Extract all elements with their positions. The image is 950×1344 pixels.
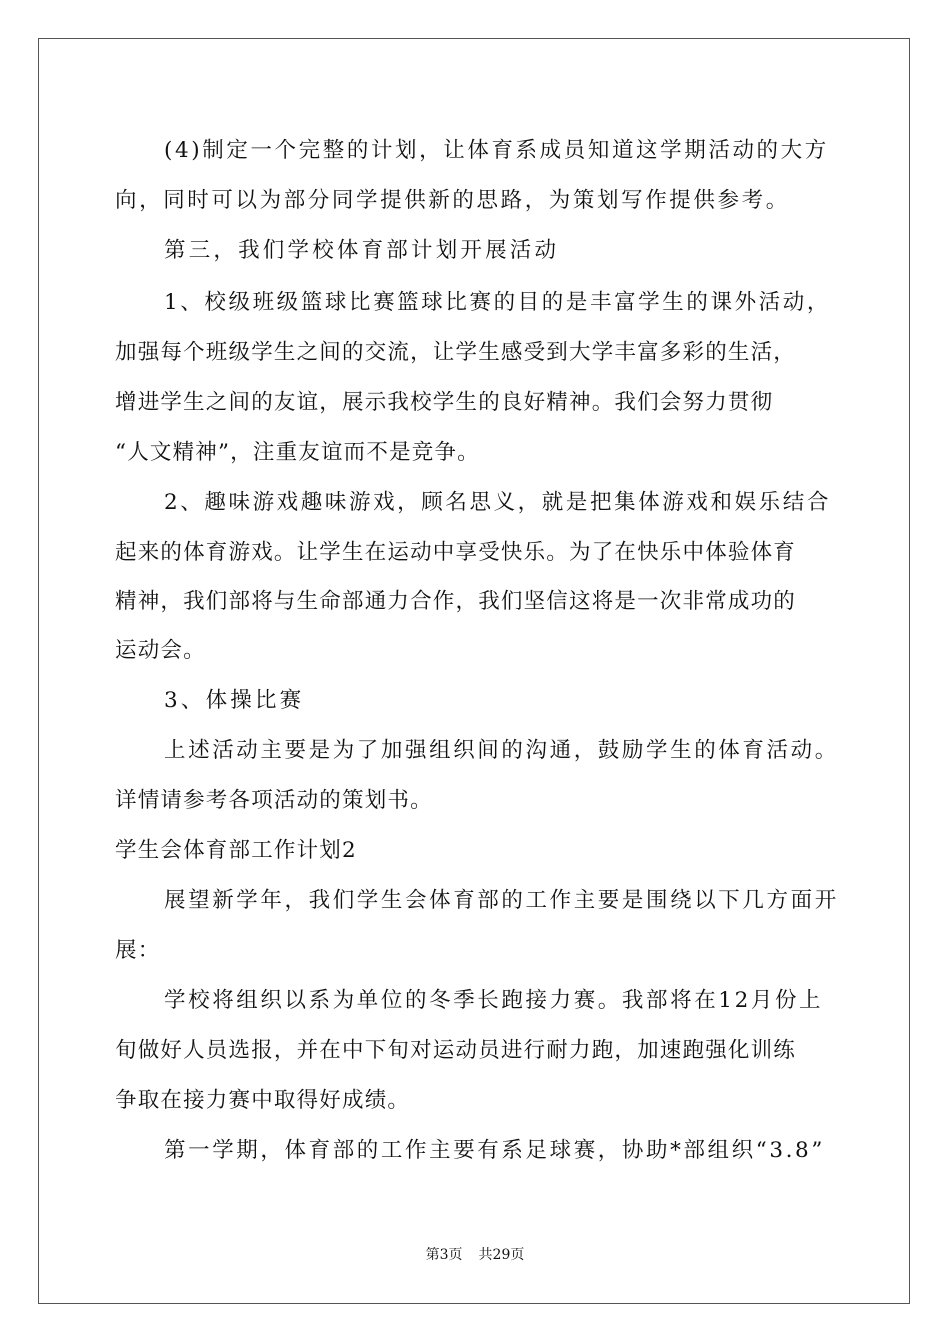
text-line: 起来的体育游戏。让学生在运动中享受快乐。为了在快乐中体验体育 xyxy=(115,540,797,565)
text-line: 第一学期，体育部的工作主要有系足球赛，协助*部组织“3.8” xyxy=(164,1138,825,1163)
page-number: 第3页 xyxy=(425,1247,463,1263)
page-footer xyxy=(0,1245,950,1265)
page-total: 共29页 xyxy=(478,1247,525,1263)
text-line: 展： xyxy=(115,938,161,963)
text-line: 运动会。 xyxy=(115,638,206,663)
text-line: 详情请参考各项活动的策划书。 xyxy=(115,788,433,813)
text-line: 增进学生之间的友谊，展示我校学生的良好精神。我们会努力贯彻 xyxy=(115,390,774,415)
text-line: “人文精神”，注重友谊而不是竞争。 xyxy=(115,440,480,465)
text-line: 精神，我们部将与生命部通力合作，我们坚信这将是一次非常成功的 xyxy=(115,589,797,614)
text-line: 旬做好人员选报，并在中下旬对运动员进行耐力跑，加速跑强化训练 xyxy=(115,1038,797,1063)
text-line: 上述活动主要是为了加强组织间的沟通，鼓励学生的体育活动。 xyxy=(164,738,839,763)
section-heading: 第三，我们学校体育部计划开展活动 xyxy=(164,238,560,263)
text-line: 向，同时可以为部分同学提供新的思路，为策划写作提供参考。 xyxy=(115,188,790,213)
text-line: 2、趣味游戏趣味游戏，顾名思义，就是把集体游戏和娱乐结合 xyxy=(164,490,831,515)
text-line: 加强每个班级学生之间的交流，让学生感受到大学丰富多彩的生活， xyxy=(115,340,797,365)
text-line: 1、校级班级篮球比赛篮球比赛的目的是丰富学生的课外活动， xyxy=(164,290,831,315)
text-line: 争取在接力赛中取得好成绩。 xyxy=(115,1088,411,1113)
text-line: (4)制定一个完整的计划，让体育系成员知道这学期活动的大方 xyxy=(164,138,829,163)
section-title: 学生会体育部工作计划2 xyxy=(115,838,357,863)
text-line: 3、体操比赛 xyxy=(164,688,305,713)
text-line: 展望新学年，我们学生会体育部的工作主要是围绕以下几方面开 xyxy=(164,888,839,913)
text-line: 学校将组织以系为单位的冬季长跑接力赛。我部将在12月份上 xyxy=(164,988,824,1013)
